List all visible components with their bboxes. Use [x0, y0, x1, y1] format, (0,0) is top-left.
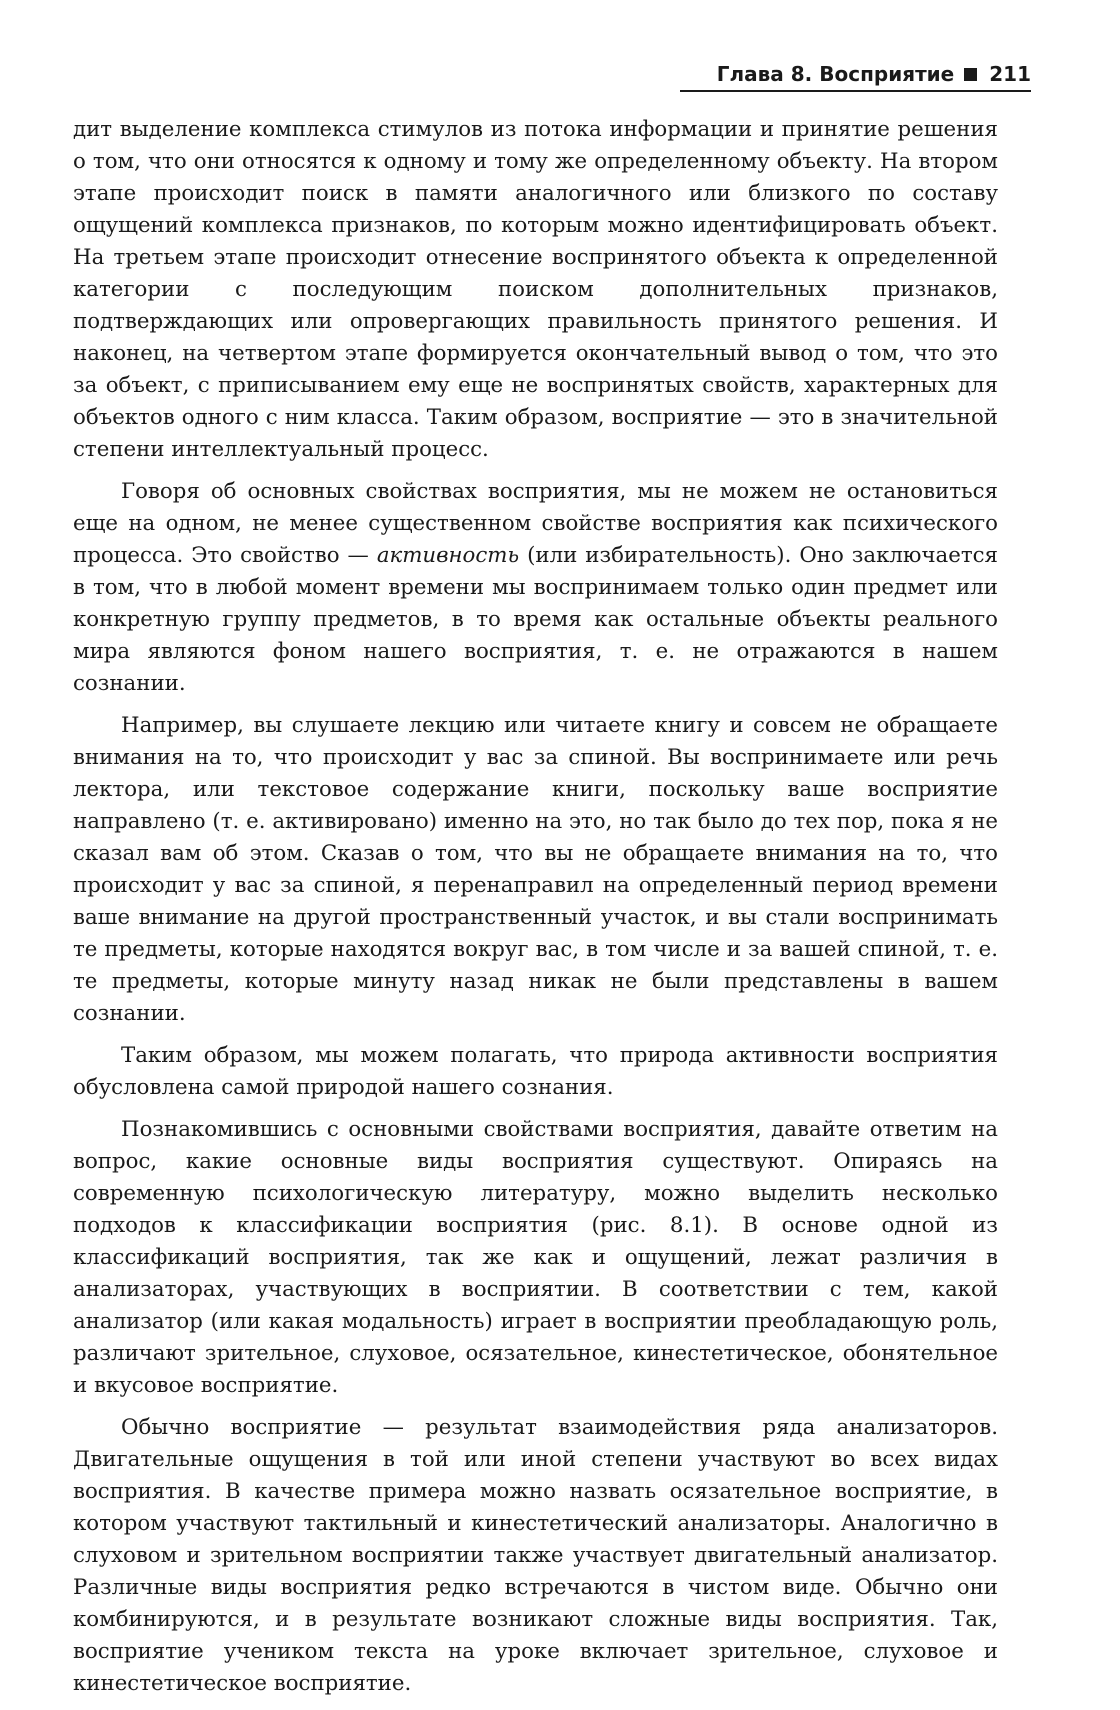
paragraph-text: (или избирательность). Оно заключается в том, что в любой момент времени мы воспринимаем только один предмет или конкретную группу предметов, в то время как остальные объекты реального мира являются фоном нашего восприятия, т. е. не отражаются в нашем сознании. — [73, 543, 998, 696]
body-text — [73, 114, 998, 1710]
paragraph: Например, вы слушаете лекцию или читаете книгу и совсем не обращаете внимания на то, что происходит у вас за спиной. Вы воспринимаете или речь лектора, или текстовое содержание книги, поскольку ваше восприятие направлено (т. е. активировано) именно на это, но так было до тех пор, пока я не сказал вам об этом. Сказав о том, что вы не обращаете внимания на то, что происходит у вас за спиной, я перенаправил на определенный период времени ваше внимание на другой пространственный участок, и вы стали воспринимать те предметы, которые находятся вокруг вас, в том числе и за вашей спиной, т. е. те предметы, которые минуту назад никак не были представлены в вашем сознании. — [73, 713, 998, 1026]
paragraph: Обычно восприятие — результат взаимодействия ряда анализаторов. Двигательные ощущения в той или иной степени участвуют во всех видах восприятия. В качестве примера можно назвать осязательное восприятие, в котором участвуют тактильный и кинестетический анализаторы. Аналогично в слуховом и зрительном восприятии также участвует двигательный анализатор. Различные виды восприятия редко встречаются в чистом виде. Обычно они комбинируются, и в результате возникают сложные виды восприятия. Так, восприятие учеником текста на уроке включает зрительное, слуховое и кинестетическое восприятие. — [73, 1415, 998, 1696]
paragraph: Таким образом, мы можем полагать, что природа активности восприятия обусловлена самой природой нашего сознания. — [73, 1043, 998, 1100]
paragraph: Познакомившись с основными свойствами восприятия, давайте ответим на вопрос, какие основные виды восприятия существуют. Опираясь на современную психологическую литературу, можно выделить несколько подходов к классификации восприятия (рис. 8.1). В основе одной из классификаций восприятия, так же как и ощущений, лежат различия в анализаторах, участвующих в восприятии. В соответствии с тем, какой анализатор (или какая модальность) играет в восприятии преобладающую роль, различают зрительное, слуховое, осязательное, кинестетическое, обонятельное и вкусовое восприятие. — [73, 1117, 998, 1398]
running-header — [680, 58, 1031, 92]
chapter-title: Глава 8. Восприятие — [716, 62, 955, 86]
paragraph-text: Говоря об основных свойствах восприятия, мы не можем не остановиться еще на одном, не менее существенном свойстве восприятия как психического процесса. Это свойство — — [73, 479, 998, 568]
square-bullet-icon — [964, 68, 977, 81]
paragraph — [73, 476, 998, 700]
paragraph: дит выделение комплекса стимулов из потока информации и принятие решения о том, что они относятся к одному и тому же определенному объекту. На втором этапе происходит поиск в памяти аналогичного или близкого по составу ощущений комплекса признаков, по которым можно идентифицировать объект. На третьем этапе происходит отнесение воспринятого объекта к определенной категории с последующим поиском дополнительных признаков, подтверждающих или опровергающих правильность принятого решения. И наконец, на четвертом этапе формируется окончательный вывод о том, что это за объект, с приписыванием ему еще не воспринятых свойств, характерных для объектов одного с ним класса. Таким образом, восприятие — это в значительной степени интеллектуальный процесс. — [73, 117, 998, 462]
emphasis-term: активность — [376, 543, 520, 568]
page-number: 211 — [989, 62, 1031, 86]
